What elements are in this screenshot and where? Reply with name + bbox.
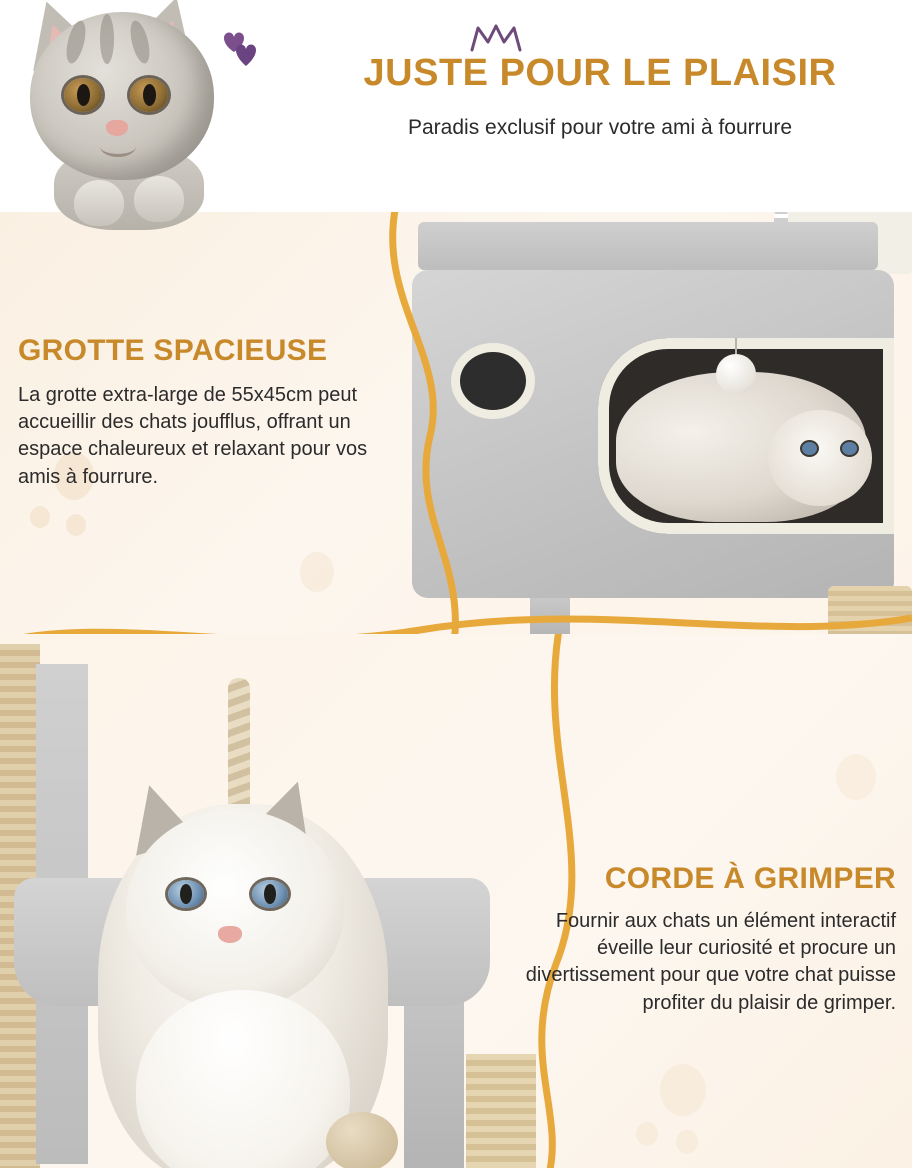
- rope-text-block: [520, 862, 896, 1017]
- cave-text-block: [18, 334, 390, 491]
- cat-hammock-rope-photo: [0, 634, 560, 1168]
- rope-title: CORDE À GRIMPER: [604, 862, 896, 895]
- page-title: JUSTE POUR LE PLAISIR: [363, 52, 837, 94]
- cave-title: GROTTE SPACIEUSE: [18, 334, 328, 367]
- header-banner: [0, 0, 912, 212]
- rope-body: Fournir aux chats un élément interactif éveille leur curiosité et procure un divertissement pour que votre chat puisse profiter du plaisir de grimper.: [525, 910, 896, 1014]
- crown-icon: [468, 22, 524, 54]
- feature-section-rope: [0, 634, 912, 1168]
- kitten-photo: [8, 0, 248, 230]
- feature-section-cave: [0, 206, 912, 646]
- page-subtitle: Paradis exclusif pour votre ami à fourrure: [408, 116, 792, 139]
- cave-body: La grotte extra-large de 55x45cm peut accueillir des chats joufflus, offrant un espace chaleureux et relaxant pour vos amis à fourrure.: [18, 384, 368, 488]
- cat-tree-cave-photo: [398, 206, 912, 646]
